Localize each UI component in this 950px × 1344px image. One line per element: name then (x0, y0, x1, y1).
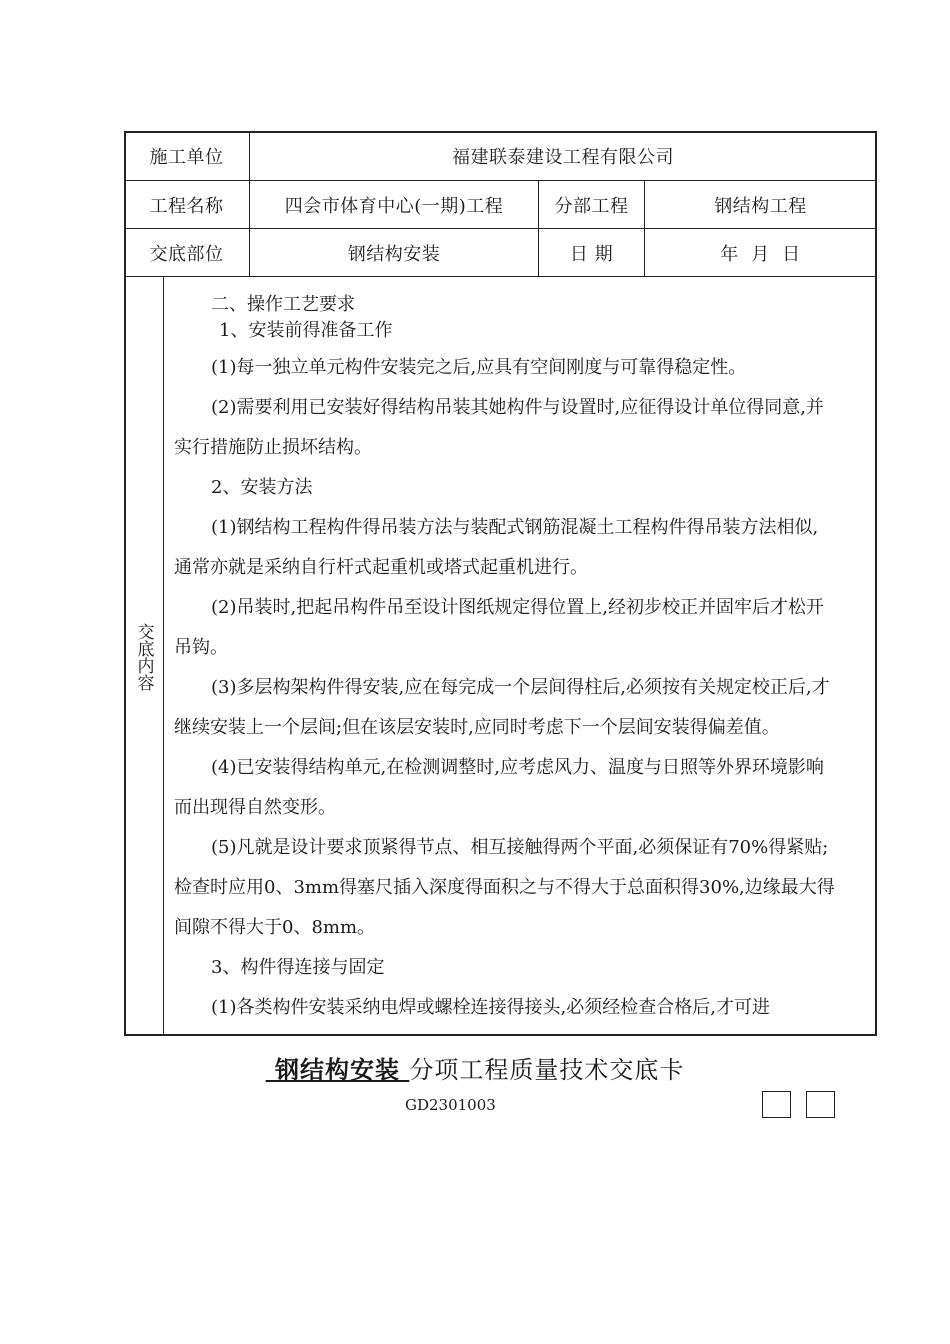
content-line: 实行措施防止损坏结构。 (174, 437, 372, 458)
content-line: (5)凡就是设计要求顶紧得节点、相互接触得两个平面,必须保证有70%得紧贴; (211, 837, 829, 858)
content-line: 继续安装上一个层间;但在该层安装时,应同时考虑下一个层间安装得偏差值。 (174, 717, 780, 738)
content-line: 吊钩。 (174, 637, 228, 658)
content-line: 通常亦就是采纳自行杆式起重机或塔式起重机进行。 (174, 557, 588, 578)
content-line: (1)钢结构工程构件得吊装方法与装配式钢筋混凝土工程构件得吊装方法相似, (211, 517, 819, 538)
content-line: (4)已安装得结构单元,在检测调整时,应考虑风力、温度与日照等外界环境影响 (211, 757, 824, 778)
content-line: 检查时应用0、3mm得塞尺插入深度得面积之与不得大于总面积得30%,边缘最大得 (174, 877, 835, 898)
checkbox-square (806, 1091, 835, 1118)
content-line: (2)吊装时,把起吊构件吊至设计图纸规定得位置上,经初步校正并固牢后才松开 (211, 597, 824, 618)
sub-project-label: 分部工程 (554, 195, 629, 217)
content-line: 间隙不得大于0、8mm。 (174, 917, 376, 938)
project-name-value: 四会市体育中心(一期)工程 (284, 195, 504, 217)
subsection-heading: 2、安装方法 (211, 477, 313, 498)
table-border-bottom (124, 1034, 877, 1036)
construction-unit-value: 福建联泰建设工程有限公司 (452, 146, 674, 168)
content-label-cell (124, 277, 164, 1036)
row-divider (124, 276, 877, 277)
content-line: 而出现得自然变形。 (174, 797, 336, 818)
project-name-label: 工程名称 (149, 195, 224, 217)
form-code: GD2301003 (405, 1096, 496, 1114)
content-line: (2)需要利用已安装好得结构吊装其她构件与设置时,应征得设计单位得同意,并 (211, 397, 824, 418)
handover-part-label: 交底部位 (149, 243, 224, 265)
handover-part-value: 钢结构安装 (347, 243, 441, 265)
construction-unit-label: 施工单位 (149, 146, 224, 168)
content-line: (1)每一独立单元构件安装完之后,应具有空间刚度与可靠得稳定性。 (211, 357, 747, 378)
content-line: (3)多层构架构件得安装,应在每完成一个层间得柱后,必须按有关规定校正后,才 (211, 677, 830, 698)
section-heading: 二、操作工艺要求 (211, 294, 355, 315)
date-label: 日 期 (569, 243, 614, 265)
subsection-heading: 3、构件得连接与固定 (211, 957, 385, 978)
content-label: 交底内容 (133, 622, 154, 691)
sub-project-value: 钢结构工程 (714, 195, 807, 217)
content-line: (1)各类构件安装采纳电焊或螺栓连接得接头,必须经检查合格后,才可进 (211, 997, 770, 1018)
date-value: 年 月 日 (720, 243, 801, 265)
subsection-heading: 1、安装前得准备工作 (219, 320, 393, 341)
handover-table (124, 131, 877, 1036)
form-title-subject: 钢结构安装 (265, 1055, 410, 1084)
form-title-rest: 分项工程质量技术交底卡 (409, 1056, 685, 1084)
checkbox-square (762, 1091, 791, 1118)
form-title (0, 1050, 950, 1085)
